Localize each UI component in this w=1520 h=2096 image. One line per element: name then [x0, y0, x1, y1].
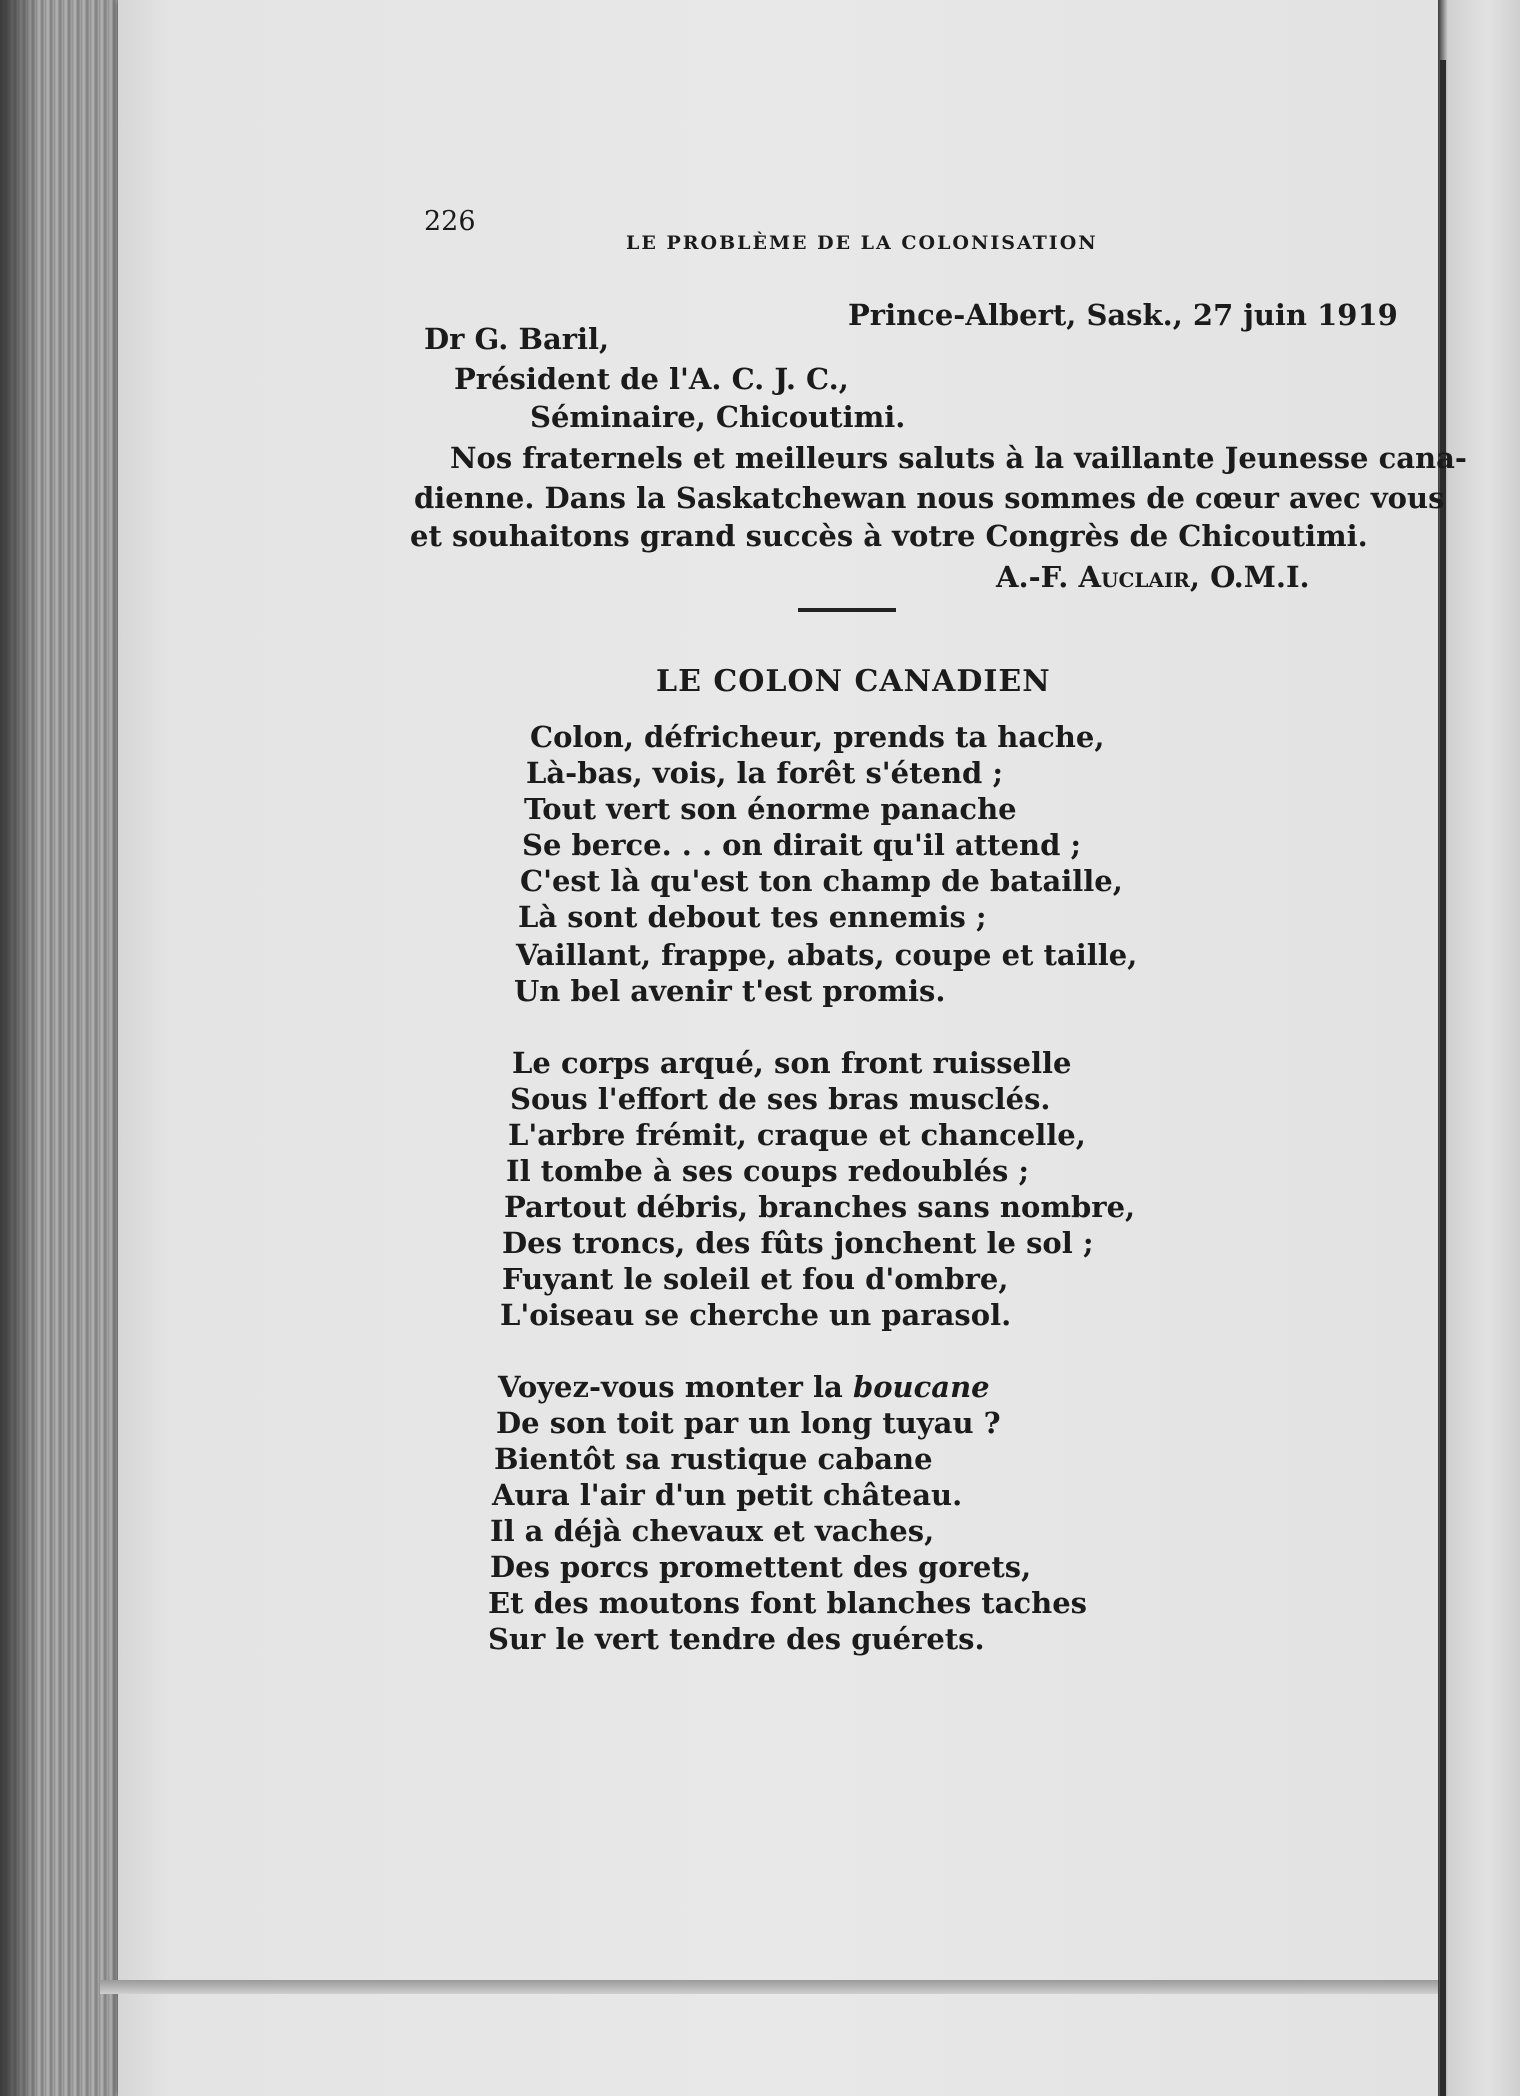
poem-line: C'est là qu'est ton champ de bataille, [520, 864, 1123, 898]
letter-body-line: Nos fraternels et meilleurs saluts à la vaillante Jeunesse cana- [450, 441, 1467, 475]
page-bottom-edge [100, 1980, 1440, 1994]
poem-line: Là-bas, vois, la forêt s'étend ; [526, 756, 1004, 790]
poem-line: Bientôt sa rustique cabane [494, 1442, 933, 1476]
running-head: LE PROBLÈME DE LA COLONISATION [626, 232, 1098, 254]
poem-line: Il tombe à ses coups redoublés ; [506, 1154, 1030, 1188]
page-gutter-line [1440, 60, 1446, 2096]
poem-line: Colon, défricheur, prends ta hache, [530, 720, 1105, 754]
poem-line: Vaillant, frappe, abats, coupe et taille, [516, 938, 1138, 972]
poem-line: Des porcs promettent des gorets, [490, 1550, 1032, 1584]
letter-body-line: dienne. Dans la Saskatchewan nous sommes de cœur avec vous [414, 481, 1445, 515]
poem-line: Aura l'air d'un petit château. [492, 1478, 963, 1512]
poem-line: Là sont debout tes ennemis ; [518, 900, 987, 934]
poem-line [498, 1370, 990, 1404]
signature-initials: A.-F. [996, 560, 1079, 594]
letter-dateline: Prince-Albert, Sask., 27 juin 1919 [848, 298, 1398, 332]
next-page-strip [1438, 0, 1520, 2096]
poem-line: Des troncs, des fûts jonchent le sol ; [502, 1226, 1094, 1260]
page-edges-shadow [0, 0, 40, 2096]
poem-title: LE COLON CANADIEN [656, 664, 1051, 699]
signature-name: Auclair [1078, 560, 1190, 594]
poem-line-italic-word: boucane [852, 1370, 990, 1404]
poem-line: De son toit par un long tuyau ? [496, 1406, 1001, 1440]
poem-line: Fuyant le soleil et fou d'ombre, [502, 1262, 1009, 1296]
poem-line: L'arbre frémit, craque et chancelle, [508, 1118, 1086, 1152]
poem-line: Le corps arqué, son front ruisselle [512, 1046, 1072, 1080]
poem-line: Un bel avenir t'est promis. [514, 974, 946, 1008]
signature-suffix: , O.M.I. [1189, 560, 1310, 594]
poem-line: Il a déjà chevaux et vaches, [490, 1514, 935, 1548]
letter-body-line: et souhaitons grand succès à votre Congrès de Chicoutimi. [410, 519, 1368, 553]
poem-line: Tout vert son énorme panache [524, 792, 1017, 826]
letter-addressee-place: Séminaire, Chicoutimi. [530, 400, 906, 434]
poem-line: L'oiseau se cherche un parasol. [500, 1298, 1012, 1332]
poem-line: Et des moutons font blanches taches [488, 1586, 1087, 1620]
poem-line: Se berce. . . on dirait qu'il attend ; [522, 828, 1082, 862]
letter-addressee-name: Dr G. Baril, [424, 322, 610, 356]
poem-line: Sur le vert tendre des guérets. [488, 1622, 985, 1656]
letter-addressee-title: Président de l'A. C. J. C., [454, 362, 849, 396]
letter-signature [996, 560, 1310, 594]
page-number: 226 [424, 206, 476, 237]
poem-line: Partout débris, branches sans nombre, [504, 1190, 1136, 1224]
section-divider-rule [798, 608, 896, 612]
poem-line-text: Voyez-vous monter la [498, 1370, 853, 1404]
poem-line: Sous l'effort de ses bras musclés. [510, 1082, 1051, 1116]
